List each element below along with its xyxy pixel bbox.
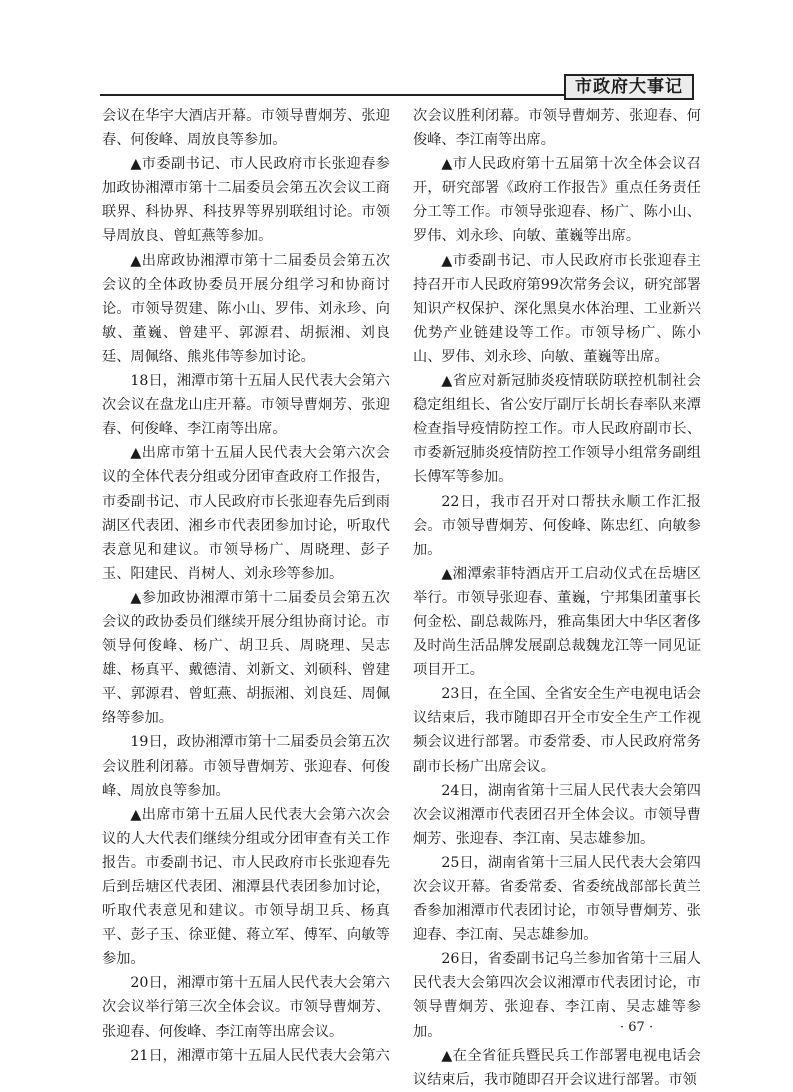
paragraph: 次会议胜利闭幕。市领导曹炯芳、张迎春、何俊峰、李江南等出席。: [413, 108, 701, 149]
running-header: [100, 74, 694, 98]
paragraph: ▲出席政协湘潭市第十二届委员会第五次会议的全体政协委员开展分组学习和协商讨论。市领导贺建、陈小山、罗伟、刘永珍、向敏、董巍、曾建平、郭源君、胡振湘、刘良廷、周佩络、熊兆伟等参加讨论。: [102, 252, 390, 365]
left-column: [102, 104, 390, 1068]
paragraph: ▲省应对新冠肺炎疫情联防联控机制社会稳定组组长、省公安厅副厅长胡长春率队来潭检查指导疫情防控工作。市人民政府副市长、市委新冠肺炎疫情防控工作领导小组常务副组长傅军等参加。: [413, 373, 701, 486]
paragraph: ▲参加政协湘潭市第十二届委员会第五次会议的政协委员们继续开展分组协商讨论。市领导何俊峰、杨广、胡卫兵、周晓理、吴志雄、杨真平、戴德清、刘新文、刘硕科、曾建平、郭源君、曾虹燕、胡振湘、刘良廷、周佩络等参加。: [102, 589, 390, 727]
paragraph: ▲出席市第十五届人民代表大会第六次会议的人大代表们继续分组或分团审查有关工作报告。市委副书记、市人民政府市长张迎春先后到岳塘区代表团、湘潭县代表团参加讨论，听取代表意见和建议。市领导胡卫兵、杨真平、彭子玉、徐亚健、蒋立军、傅军、向敏等参加。: [102, 806, 390, 968]
paragraph: 25日，湖南省第十三届人民代表大会第四次会议开幕。省委常委、省委统战部部长黄兰香参加湘潭市代表团讨论，市领导曹炯芳、张迎春、李江南、吴志雄参加。: [413, 854, 701, 944]
paragraph: 会议在华宇大酒店开幕。市领导曹炯芳、张迎春、何俊峰、周放良等参加。: [102, 108, 390, 149]
paragraph: 18日，湘潭市第十五届人民代表大会第六次会议在盘龙山庄开幕。市领导曹炯芳、张迎春、何俊峰、李江南等出席。: [102, 373, 390, 438]
paragraph: 19日，政协湘潭市第十二届委员会第五次会议胜利闭幕。市领导曹炯芳、张迎春、何俊峰、周放良等参加。: [102, 734, 390, 799]
paragraph: 20日，湘潭市第十五届人民代表大会第六次会议举行第三次全体会议。市领导曹炯芳、张迎春、何俊峰、李江南等出席会议。: [102, 975, 390, 1040]
paragraph: ▲湘潭索菲特酒店开工启动仪式在岳塘区举行。市领导张迎春、董巍，宁邦集团董事长何金松、副总裁陈丹，雅高集团大中华区奢侈及时尚生活品牌发展副总裁魏龙江等一同见证项目开工。: [413, 565, 701, 679]
paragraph: ▲市委副书记、市人民政府市长张迎春参加政协湘潭市第十二届委员会第五次会议工商联界、科协界、科技界等界别联组讨论。市领导周放良、曾虹燕等参加。: [102, 156, 390, 245]
right-column: [413, 104, 701, 1092]
paragraph: ▲市委副书记、市人民政府市长张迎春主持召开市人民政府第99次常务会议，研究部署知识产权保护、深化黑臭水体治理、工业新兴优势产业链建设等工作。市领导杨广、陈小山、罗伟、刘永珍、向敏、董巍等出席。: [413, 252, 701, 365]
header-rule: [100, 94, 564, 96]
paragraph: 26日，省委副书记乌兰参加省第十三届人民代表大会第四次会议湘潭市代表团讨论，市领导曹炯芳、张迎春、李江南、吴志雄等参加。: [413, 951, 701, 1040]
section-title: 市政府大事记: [564, 74, 694, 100]
paragraph: 24日，湖南省第十三届人民代表大会第四次会议湘潭市代表团召开全体会议。市领导曹炯芳、张迎春、李江南、吴志雄参加。: [413, 782, 701, 847]
paragraph: 22日，我市召开对口帮扶永顺工作汇报会。市领导曹炯芳、何俊峰、陈忠红、向敏参加。: [413, 493, 701, 558]
page-number: · 67 ·: [620, 1020, 654, 1035]
paragraph: 21日，湘潭市第十五届人民代表大会第六: [130, 1047, 390, 1064]
paragraph: ▲出席市第十五届人民代表大会第六次会议的全体代表分组或分团审查政府工作报告，市委副书记、市人民政府市长张迎春先后到雨湖区代表团、湘乡市代表团参加讨论，听取代表意见和建议。市领导杨广、周晓理、彭子玉、阳建民、肖树人、刘永珍等参加。: [102, 445, 390, 582]
paragraph: ▲市人民政府第十五届第十次全体会议召开，研究部署《政府工作报告》重点任务责任分工等工作。市领导张迎春、杨广、陈小山、罗伟、刘永珍、向敏、董巍等出席。: [413, 156, 701, 245]
paragraph: 23日，在全国、全省安全生产电视电话会议结束后，我市随即召开全市安全生产工作视频会议进行部署。市委常委、市人民政府常务副市长杨广出席会议。: [413, 686, 701, 775]
paragraph: ▲在全省征兵暨民兵工作部署电视电话会议结束后，我市随即召开会议进行部署。市领: [413, 1047, 701, 1088]
